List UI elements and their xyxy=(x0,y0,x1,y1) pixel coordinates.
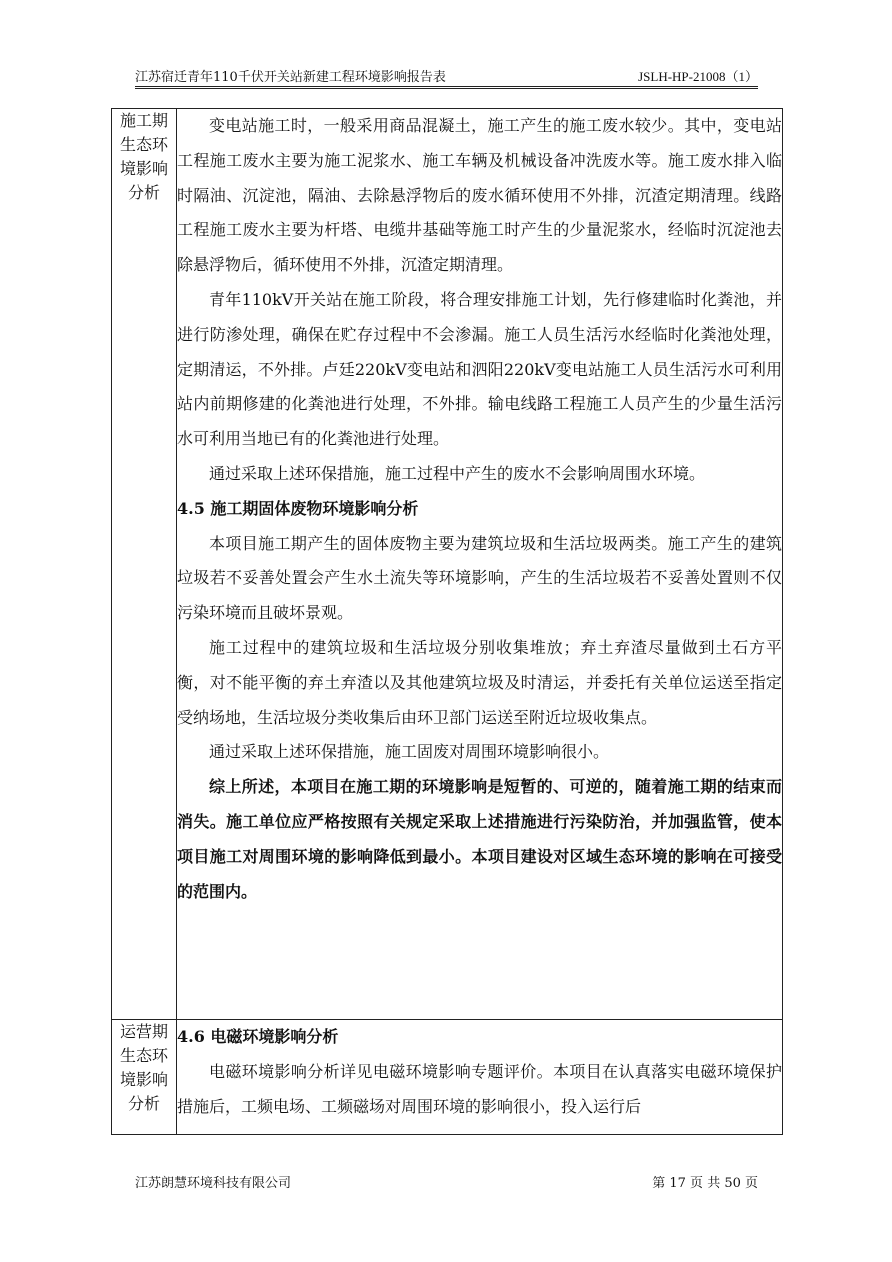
label-line: 分析 xyxy=(127,1094,160,1113)
paragraph: 变电站施工时，一般采用商品混凝土，施工产生的施工废水较少。其中，变电站工程施工废水主要为施工泥浆水、施工车辆及机械设备冲洗废水等。施工废水排入临时隔油、沉淀池，隔油、去除悬浮物后的废水循环使用不外排，沉渣定期清理。线路工程施工废水主要为杆塔、电缆井基础等施工时产生的少量泥浆水，经临时沉淀池去除悬浮物后，循环使用不外排，沉渣定期清理。 xyxy=(177,116,782,275)
report-code: JSLH-HP-21008（1） xyxy=(638,69,758,84)
table-row xyxy=(112,1020,783,1135)
row-content-construction xyxy=(177,109,783,1020)
paragraph: 电磁环境影响分析详见电磁环境影响专题评价。本项目在认真落实电磁环境保护措施后，工频电场、工频磁场对周围环境的影响很小，投入运行后 xyxy=(177,1061,782,1116)
label-line: 生态环 xyxy=(119,1046,168,1065)
row-label-operation xyxy=(112,1020,177,1135)
section-heading: 4.6 电磁环境影响分析 xyxy=(177,1027,339,1046)
paragraph: 通过采取上述环保措施，施工过程中产生的废水不会影响周围水环境。 xyxy=(209,463,706,483)
label-line: 施工期 xyxy=(119,111,168,130)
label-line: 运营期 xyxy=(119,1022,168,1041)
page-header xyxy=(135,64,758,87)
company-name: 江苏朗慧环境科技有限公司 xyxy=(135,1176,292,1191)
paragraph: 本项目施工期产生的固体废物主要为建筑垃圾和生活垃圾两类。施工产生的建筑垃圾若不妥善处置会产生水土流失等环境影响，产生的生活垃圾若不妥善处置则不仅污染环境而且破坏景观。 xyxy=(177,533,782,623)
label-line: 境影响 xyxy=(119,159,168,178)
label-line: 境影响 xyxy=(119,1070,168,1089)
row-label-construction xyxy=(112,109,177,1020)
label-line: 分析 xyxy=(127,183,160,202)
analysis-table xyxy=(111,108,783,1135)
page-number: 第 17 页 共 50 页 xyxy=(652,1176,758,1191)
header-rule xyxy=(135,88,758,89)
table-row xyxy=(112,109,783,1020)
report-title: 江苏宿迁青年110千伏开关站新建工程环境影响报告表 xyxy=(135,70,446,85)
row-content-operation xyxy=(177,1020,783,1135)
paragraph: 通过采取上述环保措施，施工固废对周围环境影响很小。 xyxy=(209,742,610,762)
paragraph: 青年110kV开关站在施工阶段，将合理安排施工计划，先行修建临时化粪池，并进行防渗处理，确保在贮存过程中不会渗漏。施工人员生活污水经临时化粪池处理，定期清运，不外排。卢廷220kV变电站和泗阳220kV变电站施工人员生活污水可利用站内前期修建的化粪池进行处理，不外排。输电线路工程施工人员产生的少量生活污水可利用当地已有的化粪池进行处理。 xyxy=(177,289,782,449)
section-heading: 4.5 施工期固体废物环境影响分析 xyxy=(177,498,419,518)
conclusion-paragraph: 综上所述，本项目在施工期的环境影响是短暂的、可逆的，随着施工期的结束而消失。施工单位应严格按照有关规定采取上述措施进行污染防治，并加强监管，使本项目施工对周围环境的影响降低到最小。本项目建设对区域生态环境的影响在可接受的范围内。 xyxy=(177,777,782,901)
label-line: 生态环 xyxy=(119,135,168,154)
paragraph: 施工过程中的建筑垃圾和生活垃圾分别收集堆放；弃土弃渣尽量做到土石方平衡，对不能平衡的弃土弃渣以及其他建筑垃圾及时清运，并委托有关单位运送至指定受纳场地，生活垃圾分类收集后由环卫部门运送至附近垃圾收集点。 xyxy=(177,637,782,727)
